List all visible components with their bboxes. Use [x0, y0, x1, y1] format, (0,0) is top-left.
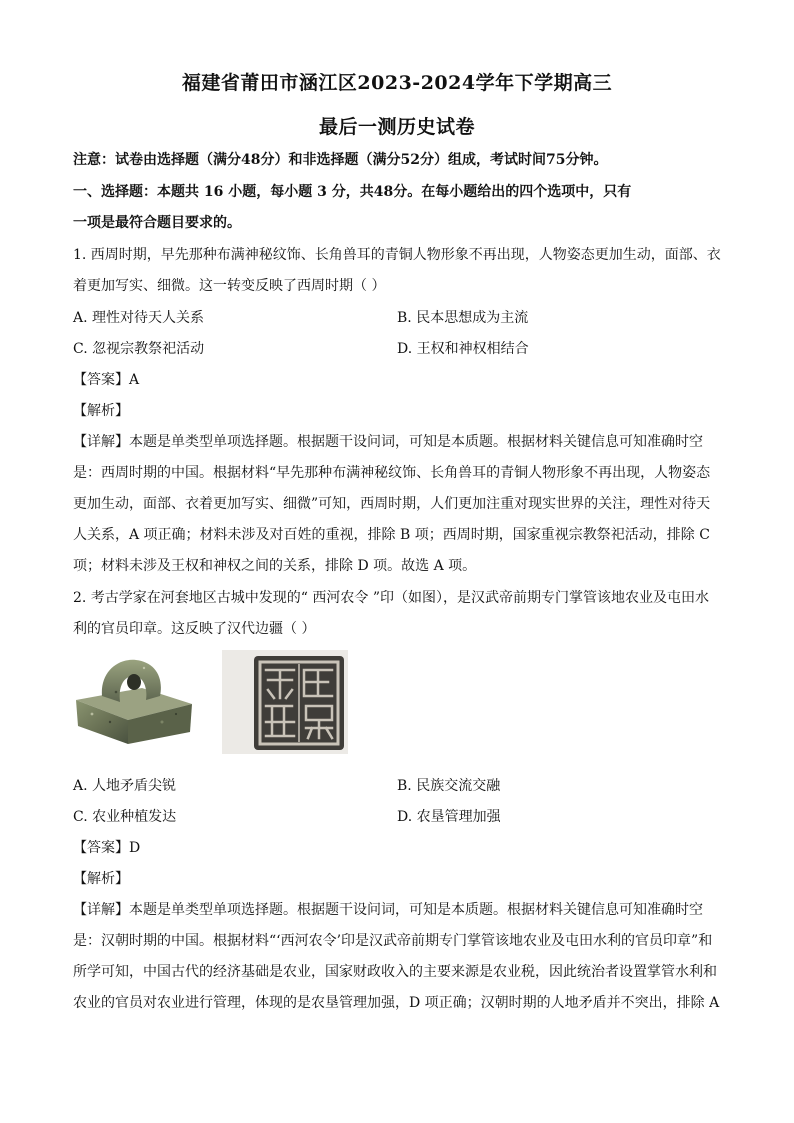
seal-impression-photo — [222, 650, 348, 754]
title-line-1: 福建省莆田市涵江区2023-2024学年下学期高三 — [181, 72, 613, 94]
q2-option-d: D. 农垦管理加强 — [397, 809, 501, 825]
q1-stem-line-2: 着更加写实、细微。这一转变反映了西周时期（ ） — [73, 278, 386, 294]
title-line-2: 最后一测历史试卷 — [318, 116, 475, 138]
q2-option-a: A. 人地矛盾尖锐 — [73, 778, 177, 794]
q1-detail-line-3: 更加生动，面部、衣着更加写实、细微”可知，西周时期，人们更加注重对现实世界的关注，理性对待天 — [73, 496, 711, 512]
q1-detail-line-4: 人关系，A 项正确；材料未涉及对百姓的重视，排除 B 项；西周时期，国家重视宗教祭祀活动，排除 C — [73, 527, 710, 543]
q1-detail-line-5: 项；材料未涉及王权和神权之间的关系，排除 D 项。故选 A 项。 — [73, 558, 477, 574]
q2-analysis-tag: 【解析】 — [73, 871, 129, 887]
q1-detail-line-1: 【详解】本题是单类型单项选择题。根据题干设问词，可知是本质题。根据材料关键信息可知准确时空 — [73, 434, 703, 450]
q2-detail-line-3: 所学可知，中国古代的经济基础是农业，国家财政收入的主要来源是农业税，因此统治者设置掌管水利和 — [73, 964, 717, 980]
q2-option-c: C. 农业种植发达 — [73, 809, 177, 825]
q2-detail-line-1: 【详解】本题是单类型单项选择题。根据题干设问词，可知是本质题。根据材料关键信息可知准确时空 — [73, 902, 703, 918]
q2-answer: 【答案】D — [73, 840, 141, 856]
q2-stem-line-2: 利的官员印章。这反映了汉代边疆（ ） — [73, 621, 316, 637]
section-instruction-1: 一、选择题：本题共 16 小题，每小题 3 分，共48分。在每小题给出的四个选项中，只有 — [73, 184, 632, 200]
q1-option-a: A. 理性对待天人关系 — [73, 310, 205, 326]
seal-impression-illustration — [222, 650, 348, 754]
q2-stem-line-1: 2. 考古学家在河套地区古城中发现的“ 西河农令 ”印（如图），是汉武帝前期专门掌管该地农业及屯田水 — [73, 590, 710, 606]
q2-detail-line-2: 是：汉朝时期的中国。根据材料“‘西河农令’印是汉武帝前期专门掌管该地农业及屯田水利的官员印章”和 — [73, 933, 713, 949]
bronze-seal-illustration — [72, 652, 196, 748]
q2-option-b: B. 民族交流交融 — [397, 778, 501, 794]
q1-option-b: B. 民本思想成为主流 — [397, 310, 529, 326]
exam-notice: 注意：试卷由选择题（满分48分）和非选择题（满分52分）组成，考试时间75分钟。 — [73, 152, 608, 168]
bronze-seal-photo — [72, 652, 196, 748]
q1-option-c: C. 忽视宗教祭祀活动 — [73, 341, 205, 357]
q1-option-d: D. 王权和神权相结合 — [397, 341, 529, 357]
q1-analysis-tag: 【解析】 — [73, 403, 129, 419]
q1-answer: 【答案】A — [73, 372, 140, 388]
q1-detail-line-2: 是：西周时期的中国。根据材料“早先那种布满神秘纹饰、长角兽耳的青铜人物形象不再出现，人物姿态 — [73, 465, 711, 481]
q1-stem-line-1: 1. 西周时期，早先那种布满神秘纹饰、长角兽耳的青铜人物形象不再出现，人物姿态更加生动，面部、衣 — [73, 247, 721, 263]
q2-detail-line-4: 农业的官员对农业进行管理，体现的是农垦管理加强，D 项正确；汉朝时期的人地矛盾并不突出，排除 A — [73, 995, 720, 1011]
section-instruction-2: 一项是最符合题目要求的。 — [73, 215, 241, 231]
